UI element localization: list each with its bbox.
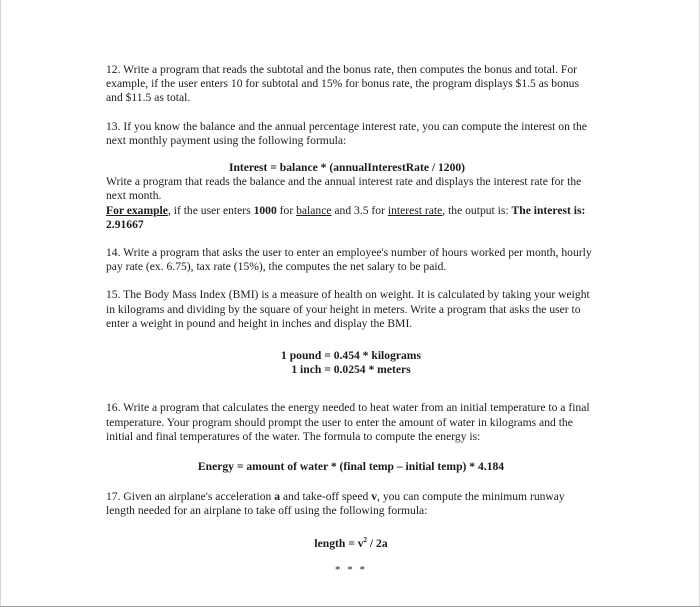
q17-text: and take-off speed (280, 490, 372, 504)
example-output: The interest is: 2.91667 (106, 203, 586, 231)
pound-conversion: 1 pound = 0.454 * kilograms (281, 349, 421, 363)
example-text: , if the user enters (167, 203, 254, 217)
question-17 (106, 490, 596, 518)
example-text: and 3.5 for (331, 203, 388, 217)
runway-length-formula (106, 537, 596, 551)
acceleration-variable: a (274, 490, 280, 504)
formula-exponent: 2 (363, 535, 367, 544)
q17-text: 17. Given an airplane's acceleration (106, 490, 275, 504)
example-text: , the output is: (442, 203, 512, 217)
speed-variable: v (371, 490, 378, 504)
question-13-instruction: Write a program that reads the balance and the annual interest rate and displays the interest rate for the next month. (106, 175, 582, 203)
inch-conversion: 1 inch = 0.0254 * meters (291, 363, 411, 377)
question-14: 14. Write a program that asks the user to enter an employee's number of hours worked per month, hourly pay rate (ex. 6.75), tax rate (15%), the computes the net salary to be paid. (106, 246, 592, 274)
formula-part: / 2a (367, 536, 388, 550)
example-balance-value: 1000 (253, 203, 277, 217)
q17-text: , you can compute the minimum runway length needed for an airplane to take off using the following formula: (106, 490, 565, 518)
example-balance-word: balance (296, 203, 332, 217)
example-text: for (276, 203, 297, 217)
question-12: 12. Write a program that reads the subtotal and the bonus rate, then computes the bonus and total. For example, if the user enters 10 for subtotal and 15% for bonus rate, the program displays $1.5 as bonus and $11.5 as total. (106, 63, 579, 105)
question-13-intro: 13. If you know the balance and the annual percentage interest rate, you can compute the interest on the next monthly payment using the following formula: (106, 119, 587, 147)
formula-part: length = v (314, 536, 364, 550)
example-rate-word: interest rate (387, 203, 443, 217)
left-page-edge (0, 0, 1, 607)
end-of-section-mark: * * * (335, 563, 367, 576)
question-15: 15. The Body Mass Index (BMI) is a measure of health on weight. It is calculated by taking your weight in kilograms and dividing by the square of your height in meters. Write a program that asks the user to enter a weight in pound and height in inches and display the BMI. (106, 288, 590, 330)
question-13-example (106, 204, 596, 232)
interest-formula: Interest = balance * (annualInterestRate / 1200) (228, 161, 466, 175)
bmi-conversions (106, 349, 596, 377)
energy-formula: Energy = amount of water * (final temp – initial temp) * 4.184 (197, 460, 505, 474)
question-16: 16. Write a program that calculates the energy needed to heat water from an initial temperature to a final temperature. Your program should prompt the user to enter the amount of water in kilograms and the initial and final temperatures of the water. The formula to compute the energy is: (106, 401, 590, 443)
document-body (106, 63, 596, 577)
example-label: For example (106, 203, 168, 217)
